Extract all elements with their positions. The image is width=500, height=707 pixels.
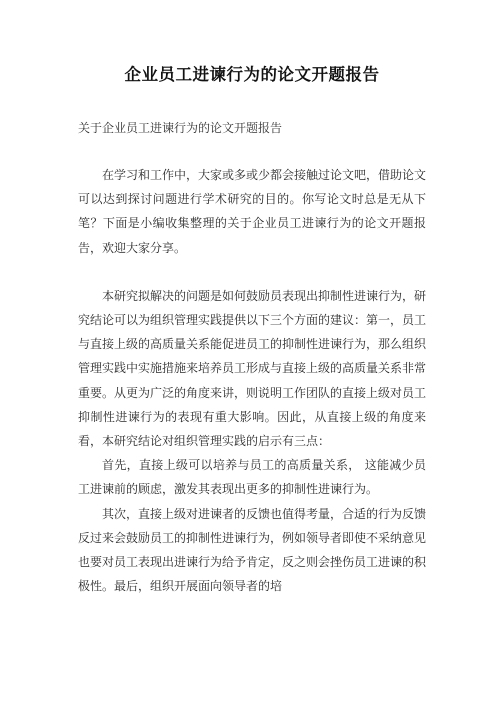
paragraph-first-point: 首先，直接上级可以培养与员工的高质量关系， 这能减少员工进谏前的顾虑，激发其表现出更多的抑制性进谏行为。	[78, 458, 426, 497]
paragraph-second-point: 其次，直接上级对进谏者的反馈也值得考量，合适的行为反馈反过来会鼓励员工的抑制性进谏行为，例如领导者即使不采纳意见也要对员工表现出进谏行为给予肯定，反之则会挫伤员工进谏的积极性。最后，组织开展面向领导者的培	[78, 506, 427, 594]
document-title: 企业员工进谏行为的论文开题报告	[124, 65, 380, 84]
paragraph-intro: 在学习和工作中，大家或多或少都会接触过论文吧，借助论文可以达到探讨问题进行学术研究的目的。你写论文时总是无从下笔？下面是小编收集整理的关于企业员工进谏行为的论文开题报告，欢迎大家分享。	[78, 168, 427, 255]
paragraph-research-problem: 本研究拟解决的问题是如何鼓励员表现出抑制性进谏行为，研究结论可以为组织管理实践提供以下三个方面的建议：第一，员工与直接上级的高质量关系能促进员工的抑制性进谏行为，那么组织管理实践中实施措施来培养员工形成与直接上级的高质量关系非常重要。从更为广泛的角度来讲，则说明工作团队的直接上级对员工抑制性进谏行为的表现有重大影响。因此，从直接上级的角度来看，本研究结论对组织管理实践的启示有三点：	[78, 288, 427, 449]
document-subtitle: 关于企业员工进谏行为的论文开题报告	[78, 121, 283, 135]
